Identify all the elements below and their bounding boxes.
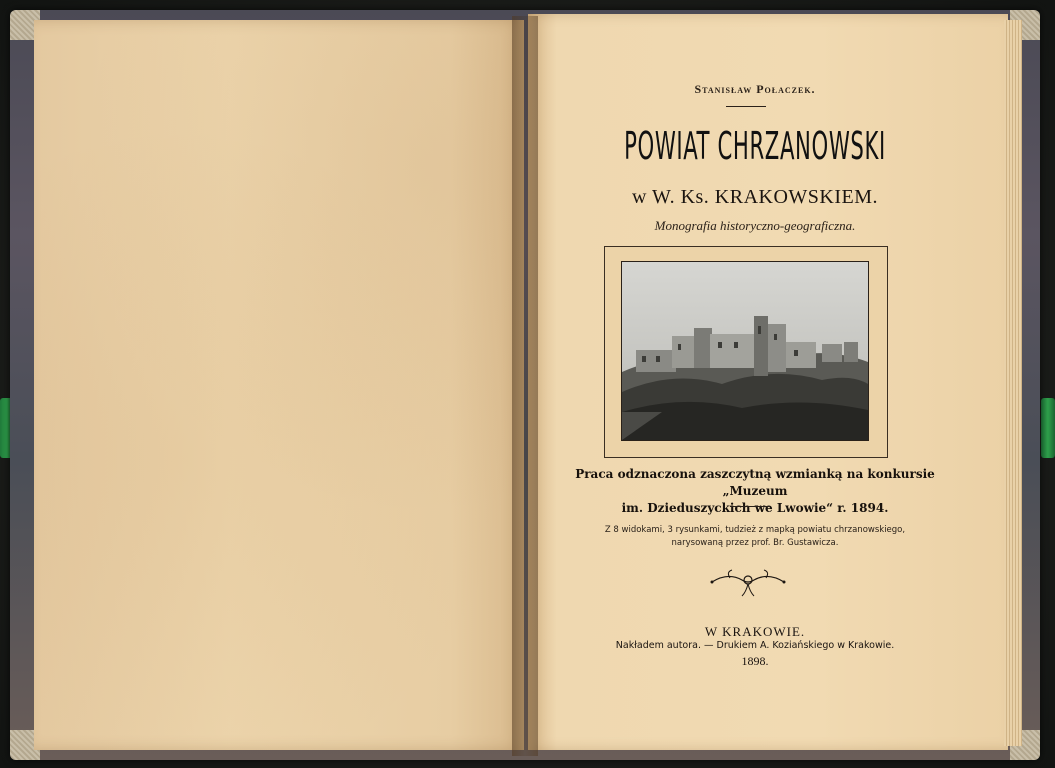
imprint-year: 1898. bbox=[741, 654, 769, 668]
imprint-printer: Nakładem autora. — Drukiem A. Koziańskiego w Krakowie. bbox=[615, 640, 895, 651]
floral-vignette-icon bbox=[708, 564, 788, 600]
award-line-1: Praca odznaczona zaszczytną wzmianką na konkursie „Muzeum bbox=[575, 467, 935, 498]
left-endpaper bbox=[34, 20, 524, 750]
book-title: POWIAT CHRZANOWSKI bbox=[624, 124, 886, 168]
illustrations-note bbox=[540, 524, 970, 550]
castle-ruins-illustration bbox=[622, 262, 868, 440]
award-rule bbox=[730, 506, 770, 507]
book-subtitle: w W. Ks. KRAKOWSKIEM. bbox=[631, 186, 879, 208]
award-line-2: im. Dzieduszyckich we Lwowie“ r. 1894. bbox=[621, 501, 889, 515]
castle-ruins-photo bbox=[621, 261, 869, 441]
illustrations-line-2: narysowaną przez prof. Br. Gustawicza. bbox=[671, 538, 839, 548]
author-name: Stanisław Połaczek. bbox=[694, 82, 816, 96]
right-edge-tab bbox=[1041, 398, 1055, 458]
photo-frame bbox=[604, 246, 888, 458]
imprint-place: W KRAKOWIE. bbox=[704, 624, 806, 639]
award-note bbox=[550, 466, 960, 517]
page-edges bbox=[1004, 20, 1022, 746]
author-rule bbox=[726, 106, 766, 107]
illustrations-line-1: Z 8 widokami, 3 rysunkami, tudzież z mapką powiatu chrzanowskiego, bbox=[604, 525, 906, 535]
spine-gutter bbox=[512, 16, 538, 756]
monograph-line: Monografia historyczno-geograficzna. bbox=[654, 218, 856, 233]
